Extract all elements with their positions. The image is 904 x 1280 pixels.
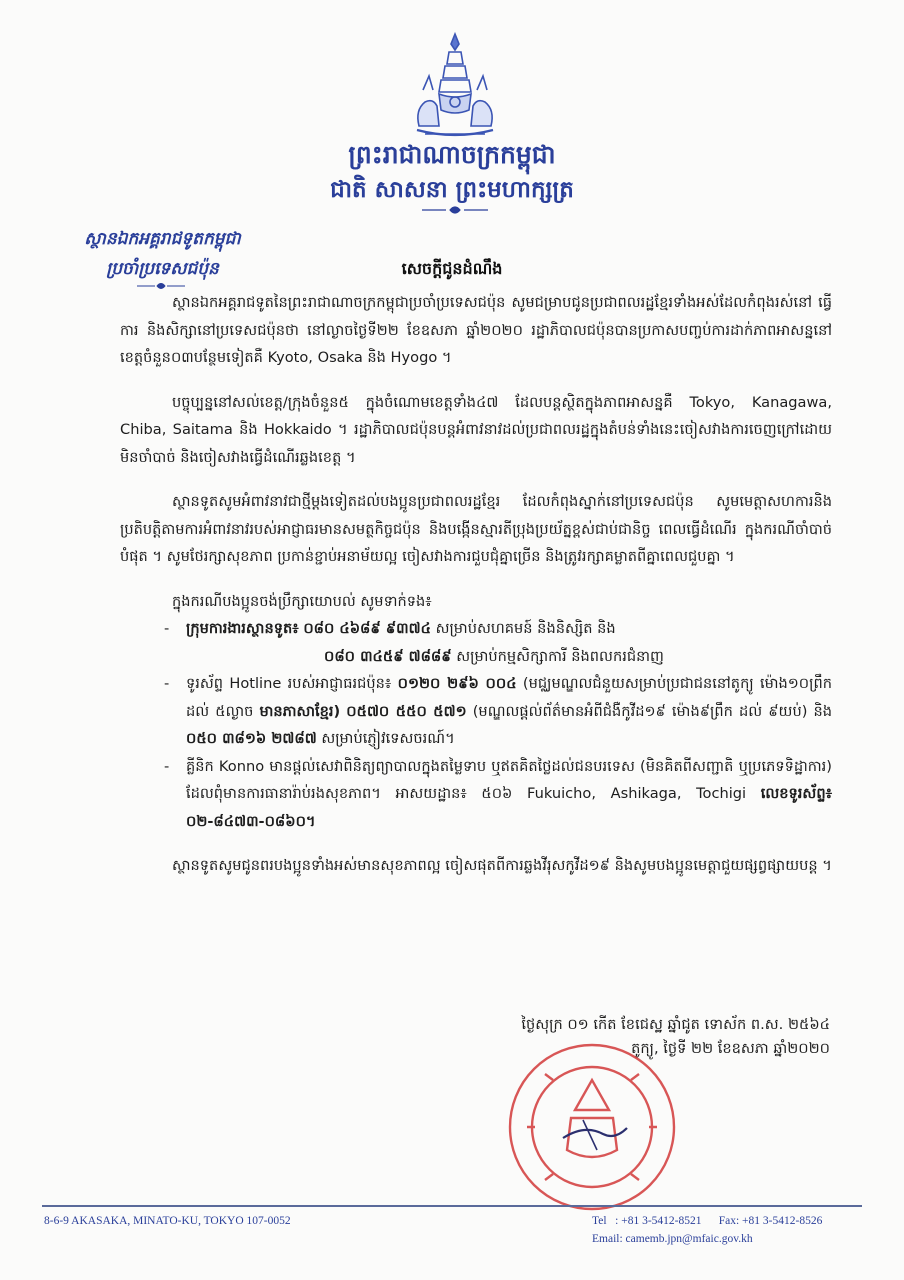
phone-trainees-desc: សម្រាប់កម្មសិក្សាការី និងពលករជំនាញ bbox=[456, 647, 664, 665]
footer-divider bbox=[42, 1205, 862, 1207]
contact-item-clinic bbox=[164, 753, 832, 836]
contact-list bbox=[120, 615, 832, 835]
document-title: សេចក្តីជូនដំណឹង bbox=[401, 259, 503, 278]
paragraph-closing: ស្ថានទូតសូមជូនពរបងប្អូនទាំងអស់មានសុខភាពល្អ ចៀសផុតពីការឆ្លងវីរុសកូវីដ១៩ និងសូមបងប្អូនមេត្តាជួយផ្សព្វផ្សាយបន្ត ។ bbox=[172, 857, 832, 874]
hotline-desc-2: (មណ្ឌលផ្តល់ព័ត៌មានអំពីជំងឺកូវីដ១៩ ម៉ោង៩ព្រឹក ដល់ ៩យប់) និង bbox=[472, 702, 833, 720]
contact-item-hotline bbox=[164, 670, 832, 753]
footer-email: Email: camemb.jpn@mfaic.gov.kh bbox=[592, 1233, 753, 1245]
phone-trainees: ០៨០ ៣៤៥៩ ៧៨៨៩ bbox=[324, 647, 452, 665]
embassy-name-line2: ប្រចាំប្រទេសជប៉ុន bbox=[106, 259, 219, 279]
lunar-date: ថ្ងៃសុក្រ ០១ កើត ខែជេស្ឋ ឆ្នាំជូត ទោស័ក ព.ស. ២៥៦៤ bbox=[521, 1016, 830, 1033]
clinic-phone: ០២-៨៤៧៣-០៨៦០។ bbox=[186, 812, 316, 830]
contact-item-embassy-team bbox=[164, 615, 832, 670]
hotline-phone-2: ០៥៧០ ៥៥០ ៥៧១ bbox=[346, 702, 467, 720]
ornament-divider-icon bbox=[420, 204, 490, 216]
paragraph-3: ស្ថានទូតសូមអំពាវនាវជាថ្មីម្តងទៀតដល់បងប្អូនប្រជាពលរដ្ឋខ្មែរ ដែលកំពុងស្នាក់នៅប្រទេសជប៉ុន សូមមេត្តាសហការនិងប្រតិបត្តិតាមការអំពាវនាវរបស់អាជ្ញាធរមានសមត្ថកិច្ចជប៉ុន និងបង្កើនស្មារតីប្រុងប្រយ័ត្នខ្ពស់ជាប់ជានិច្ច ពេលធ្វើដំណើរ ក្នុងករណីចាំបាច់បំផុត ។ សូមថែរក្សាសុខភាព ប្រកាន់ខ្ជាប់អនាម័យល្អ ចៀសវាងការជួបជុំគ្នាច្រើន និងត្រូវរក្សាគម្លាតពីគ្នាពេលជួបគ្នា ។ bbox=[120, 493, 832, 565]
contact-intro: ក្នុងករណីបងប្អូនចង់ប្រឹក្សាយោបល់ សូមទាក់ទង៖ bbox=[172, 592, 432, 610]
hotline-phone-3: ០៥០ ៣៨១៦ ២៧៨៧ bbox=[186, 730, 317, 747]
hotline-phone-1: ០១២០ ២៩៦ ០០៤ bbox=[397, 675, 517, 692]
national-motto: ជាតិ សាសនា ព្រះមហាក្សត្រ bbox=[330, 176, 574, 203]
embassy-seal-stamp-icon bbox=[505, 1040, 680, 1215]
paragraph-1: ស្ថានឯកអគ្គរាជទូតនៃព្រះរាជាណាចក្រកម្ពុជាប្រចាំប្រទេសជប៉ុន សូមជម្រាបជូនប្រជាពលរដ្ឋខ្មែរទាំងអស់ដែលកំពុងរស់នៅ ធ្វើការ និងសិក្សានៅប្រទេសជប៉ុនថា នៅល្ងាចថ្ងៃទី២២ ខែឧសភា ឆ្នាំ២០២០ រដ្ឋាភិបាលជប៉ុនបានប្រកាសបញ្ចប់ការដាក់ភាពអាសន្ននៅខេត្តចំនួន០៣បន្ថែមទៀតគឺ Kyoto, Osaka និង Hyogo ។ bbox=[120, 294, 832, 366]
gregorian-date: តូក្យូ, ថ្ងៃទី ២២ ខែឧសភា ឆ្នាំ២០២០ bbox=[631, 1040, 830, 1057]
footer-address: 8-6-9 AKASAKA, MINATO-KU, TOKYO 107-0052 bbox=[44, 1215, 291, 1227]
footer-tel-fax: Tel : +81 3-5412-8521 Fax: +81 3-5412-8526 bbox=[592, 1215, 823, 1227]
phone-community-desc: សម្រាប់សហគមន៍ និងនិស្សិត និង bbox=[435, 620, 616, 637]
contact-continuation bbox=[186, 643, 832, 671]
clinic-desc: គ្លីនិក Konno មានផ្តល់សេវាពិនិត្យព្យាបាលក្នុងតម្លៃទាប ឬឥតគិតថ្លៃដល់ជនបរទេស (មិនគិតពីសញ្ជាតិ ឬប្រភេទទិដ្ឋាការ) ដែលពុំមានការធានារ៉ាប់រងសុខភាព។ អាសយដ្ឋាន៖ ៥០៦ Fukuicho, Ashikaga, Tochigi bbox=[186, 757, 832, 802]
kingdom-name: ព្រះរាជាណាចក្រកម្ពុជា bbox=[348, 140, 556, 169]
royal-coat-of-arms-icon bbox=[405, 30, 505, 140]
hotline-desc-3: សម្រាប់ភ្ញៀវទេសចរណ៍។ bbox=[321, 730, 455, 747]
embassy-name-line1: ស្ថានឯកអគ្គរាជទូតកម្ពុជា bbox=[84, 229, 241, 249]
hotline-khmer-language: មានភាសាខ្មែរ) bbox=[259, 702, 341, 720]
paragraph-2: បច្ចុប្បន្ននៅសល់ខេត្ត/ក្រុងចំនួន៥ ក្នុងចំណោមខេត្តទាំង៤៧ ដែលបន្តស្ថិតក្នុងភាពអាសន្នគឺ Tokyo, Kanagawa, Chiba, Saitama និង Hokkaido ។ រដ្ឋាភិបាលជប៉ុនបន្តអំពាវនាវដល់ប្រជាពលរដ្ឋក្នុងតំបន់ទាំងនេះចៀសវាងការចេញក្រៅដោយមិនចាំបាច់ និងចៀសវាងធ្វើដំណើរឆ្លងខេត្ត ។ bbox=[120, 393, 832, 466]
hotline-desc-1: (មជ្ឈមណ្ឌលជំនួយសម្រាប់ប្រជាជននៅតូក្យូ ម៉ោង១០ព្រឹក ដល់ ៥ល្ងាច bbox=[186, 675, 833, 720]
letter-body bbox=[120, 289, 832, 897]
phone-community: ០៨០ ៤៦៨៩ ៩៣៧៤ bbox=[303, 620, 431, 637]
hotline-label: ទូរស័ព្ទ Hotline របស់អាជ្ញាធរជប៉ុន៖ bbox=[186, 675, 392, 692]
clinic-phone-label: លេខទូរស័ព្ទ៖ bbox=[760, 785, 833, 802]
contact-label-embassy: ក្រុមការងារស្ថានទូត៖ bbox=[186, 620, 299, 637]
